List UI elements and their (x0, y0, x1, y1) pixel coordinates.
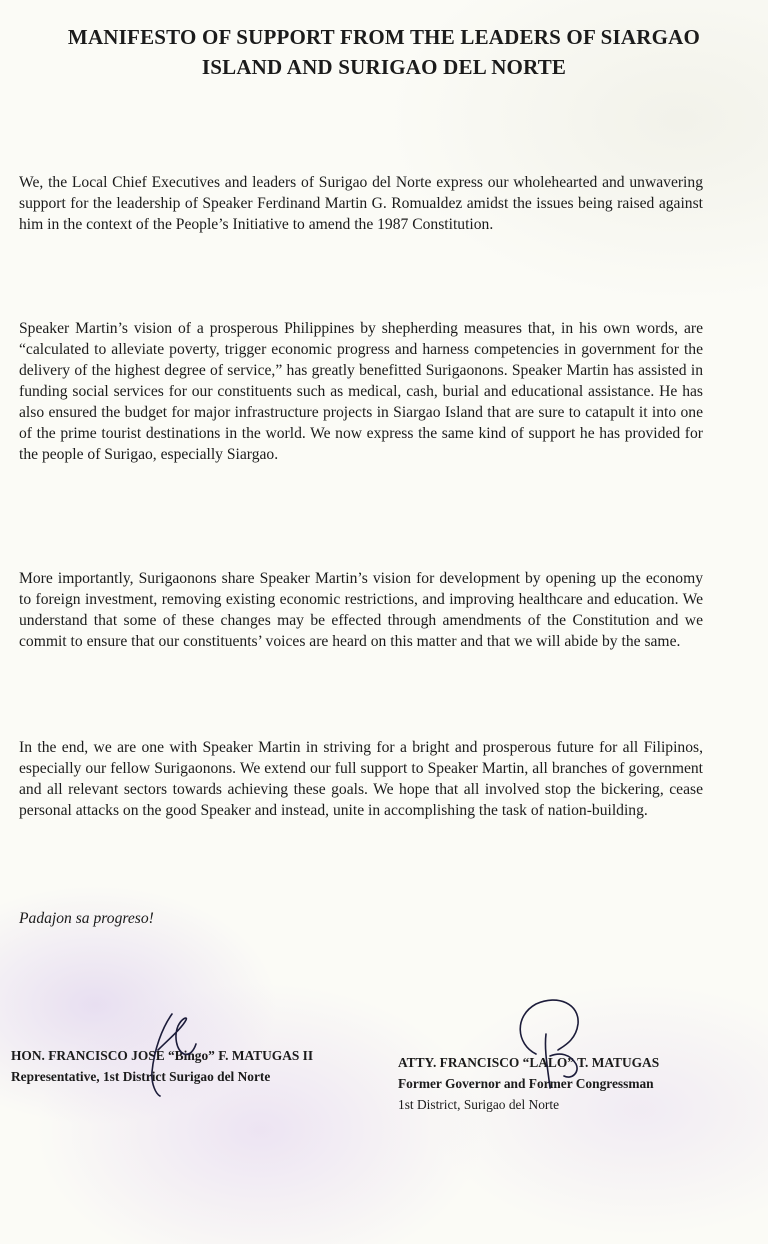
paragraph-4: In the end, we are one with Speaker Martin in striving for a bright and prosperous future for all Filipinos, especially our fellow Surigaonons. We extend our full support to Speaker Martin, all branches of government and all relevant sectors towards achieving these goals. We hope that all involved stop the bickering, cease personal attacks on the good Speaker and instead, unite in accomplishing the task of nation-building. (19, 739, 703, 819)
paragraph-2: Speaker Martin’s vision of a prosperous Philippines by shepherding measures that, in his own words, are “calculated to alleviate poverty, trigger economic progress and harness competencies in government for the delivery of the highest degree of service,” has greatly benefitted Surigaonons. Speaker Martin has assisted in funding social services for our constituents such as medical, cash, burial and educational assistance. He has also ensured the budget for major infrastructure projects in Siargao Island that are sure to catapult it into one of the prime tourist destinations in the world. We now express the same kind of support he has provided for the people of Surigao, especially Siargao. (19, 320, 703, 463)
title-line-2: ISLAND AND SURIGAO DEL NORTE (201, 55, 567, 79)
closing-remark: Padajon sa progreso! (19, 910, 154, 927)
document-title (0, 22, 768, 82)
signature-right-icon (506, 994, 596, 1094)
title-line-1: MANIFESTO OF SUPPORT FROM THE LEADERS OF SIARGAO (67, 25, 701, 49)
signatory-right-position-1: Former Governor and Former Congressman (398, 1076, 654, 1091)
signature-left-icon (140, 1010, 200, 1100)
paragraph-1: We, the Local Chief Executives and leaders of Surigao del Norte express our wholehearted and unwavering support for the leadership of Speaker Ferdinand Martin G. Romualdez amidst the issues being raised against him in the context of the People’s Initiative to amend the 1987 Constitution. (19, 174, 703, 233)
signatory-right-name: ATTY. FRANCISCO “LALO” T. MATUGAS (398, 1055, 660, 1070)
signatory-left-name: HON. FRANCISCO JOSE “Bingo” F. MATUGAS II (11, 1048, 314, 1063)
signatory-left-position: Representative, 1st District Surigao del Norte (11, 1069, 271, 1084)
paragraph-3: More importantly, Surigaonons share Speaker Martin’s vision for development by opening up the economy to foreign investment, removing existing economic restrictions, and improving healthcare and education. We understand that some of these changes may be effected through amendments of the Constitution and we commit to ensure that our constituents’ voices are heard on this matter and that we will abide by the same. (19, 570, 703, 650)
signatory-right-position-2: 1st District, Surigao del Norte (398, 1097, 560, 1112)
